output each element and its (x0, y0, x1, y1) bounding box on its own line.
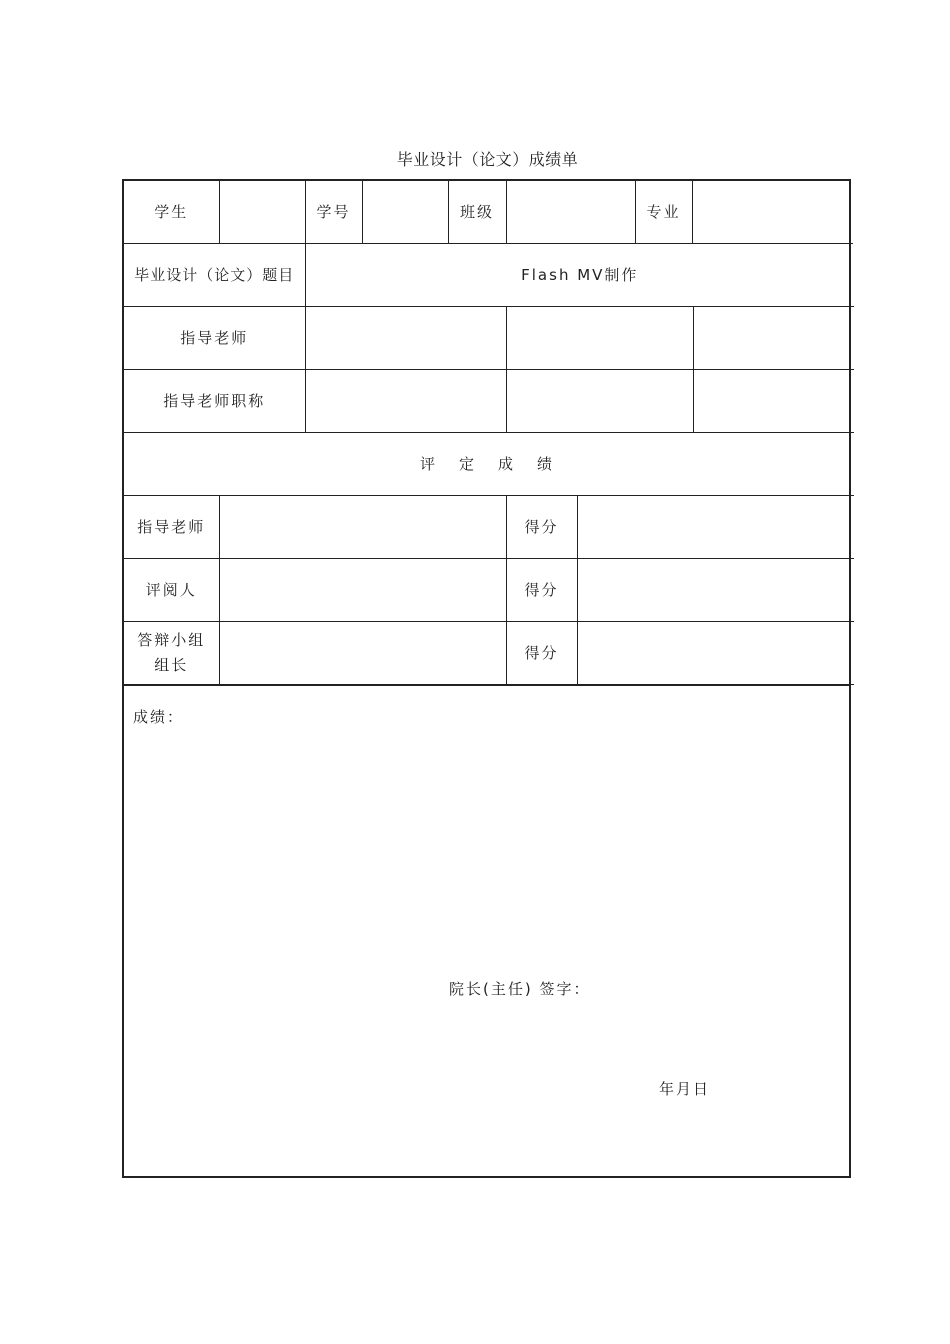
score-label: 得分 (506, 622, 577, 685)
score-name-field[interactable] (219, 496, 506, 559)
student-label: 学生 (124, 181, 219, 244)
student-id-field[interactable] (362, 181, 448, 244)
class-label: 班级 (448, 181, 506, 244)
advisor-title-field-3[interactable] (693, 370, 854, 433)
evaluation-header: 评定成绩 (124, 433, 854, 496)
score-name-field[interactable] (219, 559, 506, 622)
grade-form (122, 179, 851, 1178)
grade-box[interactable] (124, 685, 849, 1176)
topic-row (124, 244, 854, 307)
score-role-label: 指导老师 (124, 496, 219, 559)
advisor-field-3[interactable] (693, 307, 854, 370)
advisor-title-field-2[interactable] (506, 370, 693, 433)
score-label: 得分 (506, 496, 577, 559)
student-field[interactable] (219, 181, 305, 244)
dean-signature-label: 院长(主任) 签字： (449, 980, 591, 998)
topic-value[interactable]: Flash MV制作 (305, 244, 854, 307)
advisor-field-1[interactable] (305, 307, 506, 370)
score-field[interactable] (577, 559, 854, 622)
score-row (124, 622, 854, 685)
score-row (124, 496, 854, 559)
student-info-row (124, 181, 853, 244)
advisor-row (124, 307, 854, 370)
major-field[interactable] (692, 181, 853, 244)
class-field[interactable] (506, 181, 635, 244)
evaluation-header-row (124, 433, 854, 496)
advisor-label: 指导老师 (124, 307, 305, 370)
score-label: 得分 (506, 559, 577, 622)
details-table (124, 244, 854, 685)
score-row (124, 559, 854, 622)
page-title: 毕业设计（论文）成绩单 (396, 150, 579, 169)
advisor-field-2[interactable] (506, 307, 693, 370)
topic-label: 毕业设计（论文）题目 (124, 244, 305, 307)
score-name-field[interactable] (219, 622, 506, 685)
student-id-label: 学号 (305, 181, 362, 244)
date-label: 年月日 (659, 1080, 711, 1098)
advisor-title-row (124, 370, 854, 433)
advisor-title-field-1[interactable] (305, 370, 506, 433)
score-role-label: 评阅人 (124, 559, 219, 622)
score-role-label: 答辩小组组长 (124, 622, 219, 685)
major-label: 专业 (635, 181, 692, 244)
info-table (124, 181, 853, 244)
score-field[interactable] (577, 622, 854, 685)
grade-label: 成绩： (133, 708, 185, 726)
score-field[interactable] (577, 496, 854, 559)
advisor-title-label: 指导老师职称 (124, 370, 305, 433)
